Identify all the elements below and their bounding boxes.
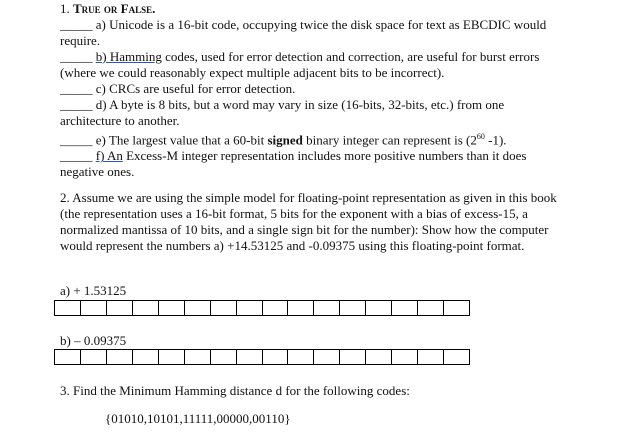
bit-cell[interactable] — [107, 350, 133, 364]
bit-cell[interactable] — [107, 301, 133, 315]
question-1 — [60, 1, 565, 180]
bit-cell[interactable] — [237, 301, 263, 315]
q2-part-b-label: b) – 0.09375 — [60, 333, 127, 348]
q1-item-e: _____ e) The largest value that a 60-bit signed binary integer can represent is ($2^{60}$ -1). — [60, 132, 507, 148]
bit-cell[interactable] — [340, 350, 366, 364]
bit-cell[interactable] — [418, 301, 444, 315]
bit-cell[interactable] — [159, 350, 185, 364]
bit-cell[interactable] — [185, 301, 211, 315]
q1-item-d: _____ d) A byte is 8 bits, but a word may vary in size (16-bits, 32-bits, etc.) from one architecture to another. — [60, 97, 505, 128]
q1-item-a: _____ a) Unicode is a 16-bit code, occupying twice the disk space for text as EBCDIC would require. — [60, 17, 547, 48]
bit-cell[interactable] — [314, 301, 340, 315]
q1-item-c: _____ c) CRCs are useful for error detection. — [60, 81, 296, 96]
bit-cell[interactable] — [133, 350, 159, 364]
bit-cell[interactable] — [314, 350, 340, 364]
bit-cell[interactable] — [55, 301, 81, 315]
bit-cell[interactable] — [55, 350, 81, 364]
bit-cell[interactable] — [133, 301, 159, 315]
bit-boxes-b[interactable] — [54, 349, 470, 365]
bit-cell[interactable] — [444, 301, 469, 315]
bit-cell[interactable] — [366, 301, 392, 315]
bit-cell[interactable] — [366, 350, 392, 364]
bit-cell[interactable] — [81, 301, 107, 315]
bit-cell[interactable] — [288, 350, 314, 364]
bit-boxes-a[interactable] — [54, 300, 470, 316]
q2-part-a-label: a) + 1.53125 — [60, 283, 127, 298]
bit-cell[interactable] — [444, 350, 469, 364]
bit-cell[interactable] — [340, 301, 366, 315]
bit-cell[interactable] — [392, 350, 418, 364]
bit-cell[interactable] — [263, 301, 289, 315]
q1-item-b: _____ b) Hamming codes, used for error detection and correction, are useful for burst errors (where we could reasonably expect multiple adjacent bits to be incorrect). — [60, 49, 540, 80]
q1-heading: 1. True or False. — [60, 1, 156, 16]
bit-cell[interactable] — [81, 350, 107, 364]
bit-cell[interactable] — [263, 350, 289, 364]
bit-cell[interactable] — [211, 350, 237, 364]
q2-text: 2. Assume we are using the simple model for floating-point representation as given in this book (the representation uses a 16-bit format, 5 bits for the exponent with a bias of excess-15, a normalized mantissa of 10 bits, and a single sign bit for the number): Show how the computer would represent the numbers a) +14.53125 and -0.09375 using this floating-point format. — [60, 190, 557, 253]
q3-codes: {01010,10101,11111,00000,00110} — [105, 411, 291, 426]
bit-cell[interactable] — [392, 301, 418, 315]
bit-cell[interactable] — [418, 350, 444, 364]
bit-cell[interactable] — [211, 301, 237, 315]
q1-item-f: _____ f) An Excess-M integer representation includes more positive numbers than it does negative ones. — [60, 148, 527, 180]
q3-text: 3. Find the Minimum Hamming distance d for the following codes: — [60, 383, 410, 398]
bit-cell[interactable] — [237, 350, 263, 364]
bit-cell[interactable] — [288, 301, 314, 315]
bit-cell[interactable] — [159, 301, 185, 315]
bit-cell[interactable] — [185, 350, 211, 364]
question-2 — [60, 190, 575, 254]
